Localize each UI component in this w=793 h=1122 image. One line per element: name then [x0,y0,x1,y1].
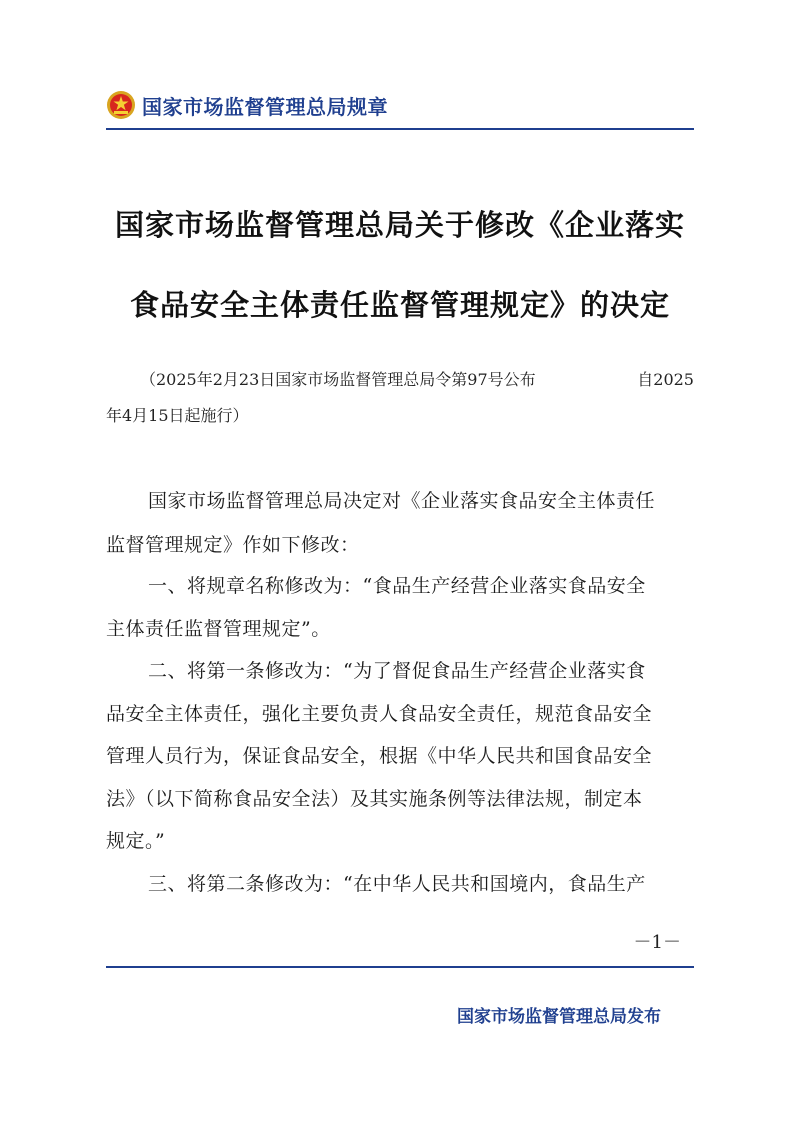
regulation-header-title: 国家市场监督管理总局规章 [142,94,388,119]
publication-note-part-1: （2025年2月23日国家市场监督管理总局令第97号公布 [140,370,536,389]
body-line: 国家市场监督管理总局决定对《企业落实食品安全主体责任 [148,490,656,512]
document-title-line-2: 食品安全主体责任监督管理规定》的决定 [129,288,670,322]
body-line: 一、将规章名称修改为：“食品生产经营企业落实食品安全 [148,575,646,597]
document-title-line-1: 国家市场监督管理总局关于修改《企业落实 [114,208,685,242]
body-line: 品安全主体责任，强化主要负责人食品安全责任，规范食品安全 [106,703,653,725]
footer-divider [106,966,694,968]
page-header [106,88,388,122]
body-line: 监督管理规定》作如下修改： [106,534,360,556]
footer-publisher: 国家市场监督管理总局发布 [457,1007,661,1027]
body-line: 三、将第二条修改为：“在中华人民共和国境内，食品生产 [148,873,646,895]
body-line: 二、将第一条修改为：“为了督促食品生产经营企业落实食 [148,660,646,682]
body-line: 管理人员行为，保证食品安全，根据《中华人民共和国食品安全 [106,745,653,767]
body-line: 主体责任监督管理规定”。 [106,618,331,640]
publication-note-line-1 [106,367,694,390]
publication-note-line-2: 年4月15日起施行） [106,406,249,425]
national-emblem-icon [106,90,136,120]
header-divider [106,128,694,130]
body-line: 法》（以下简称食品安全法）及其实施条例等法律法规，制定本 [106,788,643,810]
body-line: 规定。” [106,830,166,852]
page-number: －1－ [633,932,681,953]
publication-note-part-2: 自2025 [637,370,694,389]
